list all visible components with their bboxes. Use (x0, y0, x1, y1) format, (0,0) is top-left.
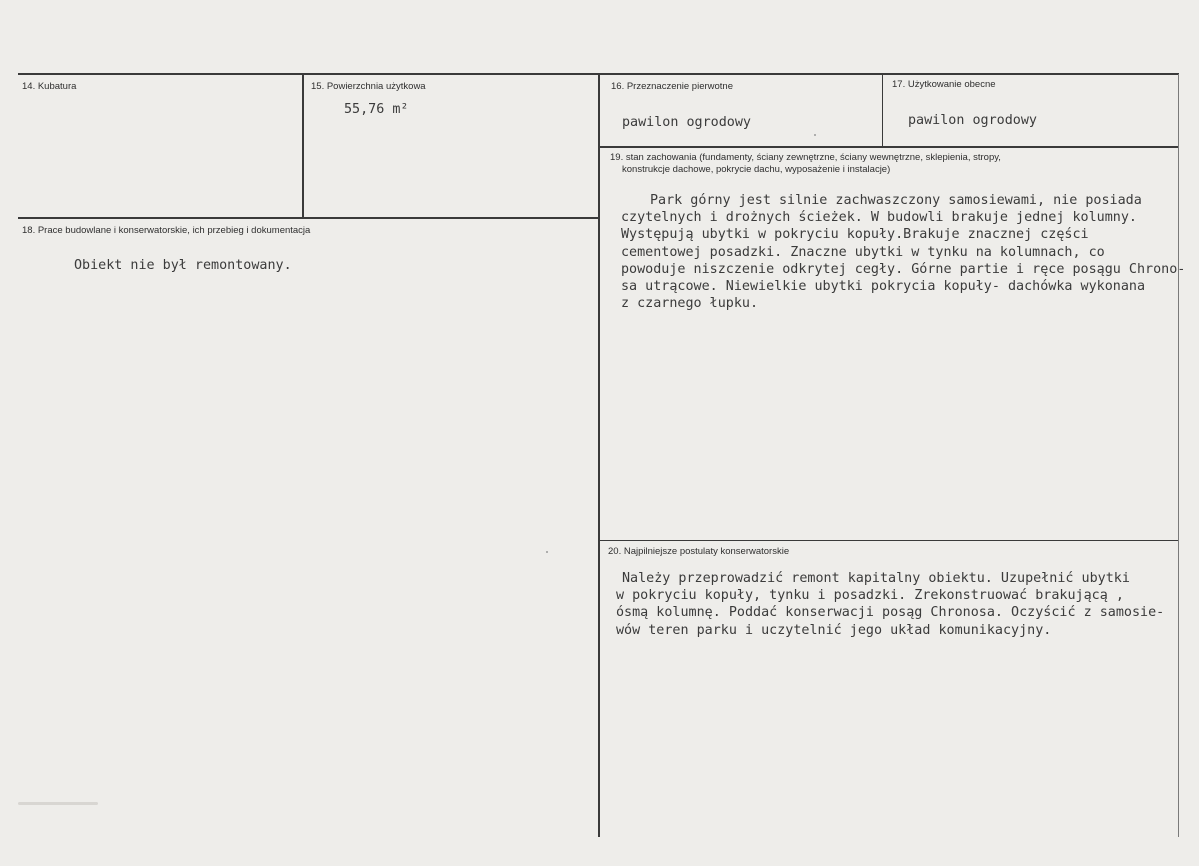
field-20-label: 20. Najpilniejsze postulaty konserwatorskie (608, 546, 790, 557)
field-19-line: Park górny jest silnie zachwaszczony samosiewami, nie posiada (650, 193, 1142, 208)
paper-speck (18, 802, 98, 805)
divider-16-17 (882, 74, 883, 146)
field-15-value: 55,76 m² (344, 102, 409, 117)
divider-14-15 (302, 74, 304, 218)
field-15-label: 15. Powierzchnia użytkowa (311, 81, 426, 92)
field-19-label-line-2: konstrukcje dachowe, pokrycie dachu, wyposażenie i instalacje) (622, 164, 891, 175)
right-edge-rule (1178, 74, 1179, 837)
field-18-label: 18. Prace budowlane i konserwatorskie, ich przebieg i dokumentacja (22, 225, 311, 236)
field-19-text (621, 192, 1185, 312)
field-17-label: 17. Użytkowanie obecne (892, 79, 996, 90)
field-16-label: 16. Przeznaczenie pierwotne (611, 81, 733, 92)
field-19-line: czytelnych i drożnych ścieżek. W budowli brakuje jednej kolumny. (621, 210, 1137, 226)
field-19-label-line-1: 19. stan zachowania (fundamenty, ściany zewnętrzne, ściany wewnętrzne, sklepienia, stropy, (610, 152, 1001, 163)
field-19-label (610, 152, 1001, 176)
field-20-line: w pokryciu kopuły, tynku i posadzki. Zrekonstruować brakującą , (616, 588, 1124, 604)
rule-below-16-17 (599, 146, 1179, 148)
field-19-line: Występują ubytki w pokryciu kopuły.Brakuje znacznej części (621, 227, 1089, 243)
field-14-label: 14. Kubatura (22, 81, 77, 92)
field-20-text (616, 570, 1164, 639)
field-18-value: Obiekt nie był remontowany. (74, 258, 292, 273)
field-16-value: pawilon ogrodowy (622, 115, 751, 130)
field-20-line: ósmą kolumnę. Poddać konserwacji posąg Chronosa. Oczyścić z samosie- (616, 605, 1165, 621)
field-19-line: cementowej posadzki. Znaczne ubytki w tynku na kolumnach, co (621, 244, 1105, 260)
field-19-line: sa utrącowe. Niewielkie ubytki pokrycia kopuły- dachówka wykonana (621, 279, 1146, 295)
rule-above-20 (599, 540, 1179, 541)
field-20-line: Należy przeprowadzić remont kapitalny obiektu. Uzupełnić ubytki (622, 571, 1130, 586)
paper-speck (814, 134, 816, 136)
field-20-line: wów teren parku i uczytelnić jego układ komunikacyjny. (616, 622, 1052, 638)
field-19-line: powoduje niszczenie odkrytej cegły. Górne partie i ręce posągu Chrono- (621, 261, 1186, 277)
field-17-value: pawilon ogrodowy (908, 113, 1037, 128)
rule-below-14-15 (18, 217, 599, 219)
center-divider (598, 74, 600, 837)
field-19-line: z czarnego łupku. (621, 296, 759, 312)
paper-speck (546, 551, 548, 553)
